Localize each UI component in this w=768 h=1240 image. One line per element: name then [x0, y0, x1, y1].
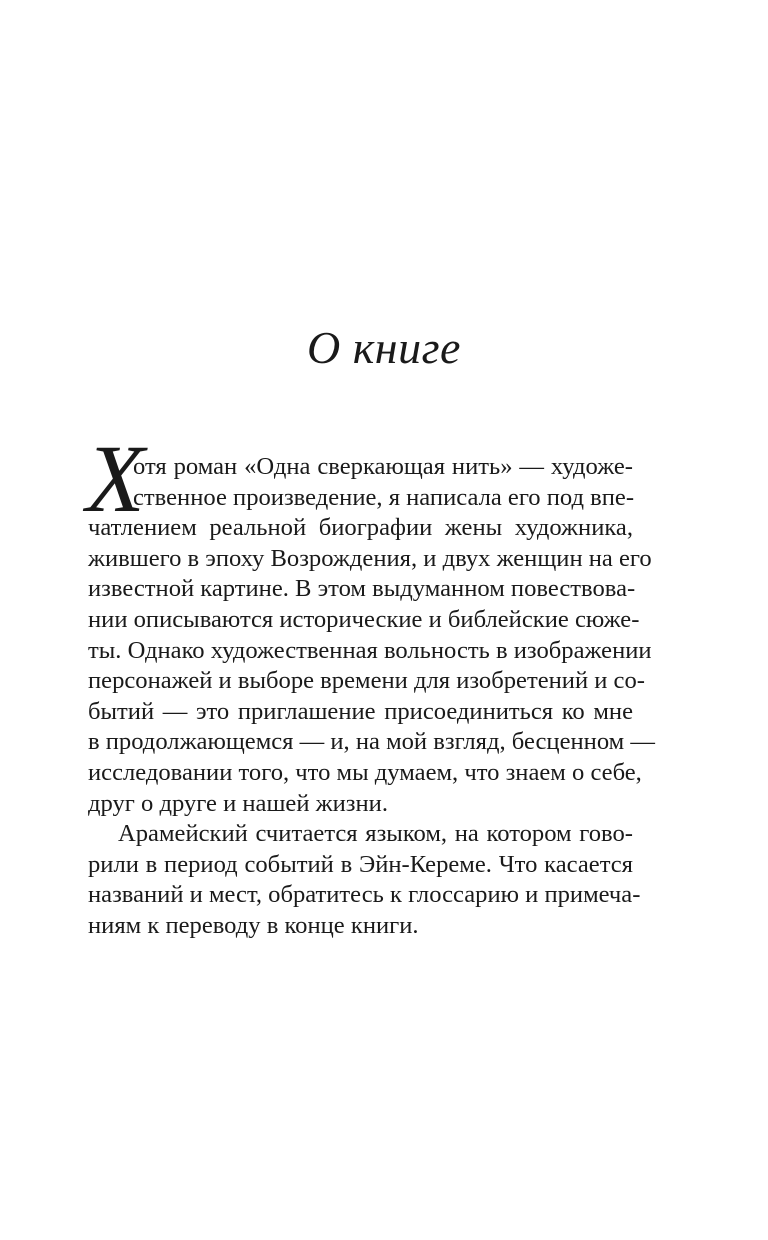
body-text [88, 452, 655, 942]
text-line: персонажей и выборе времени для изобретений и со- [88, 667, 645, 695]
text-line: в продолжающемся — и, на мой взгляд, бесценном — [88, 728, 655, 756]
paragraph-2 [88, 819, 641, 941]
paragraph-1 [88, 452, 655, 819]
text-line: жившего в эпоху Возрождения, и двух женщин на его [88, 544, 652, 572]
text-line: исследовании того, что мы думаем, что знаем о себе, [88, 758, 642, 786]
drop-cap: Х [86, 425, 145, 532]
text-line: известной картине. В этом выдуманном повествова- [88, 575, 636, 603]
text-line: ты. Однако художественная вольность в изображении [88, 636, 652, 664]
text-line: Арамейский считается языком, на котором гово- [118, 820, 633, 848]
text-line: ниям к переводу в конце книги. [88, 911, 419, 939]
text-line: ственное произведение, я написала его под впе- [133, 483, 635, 511]
text-line: отя роман «Одна сверкающая нить» — художе- [133, 453, 633, 480]
text-line: названий и мест, обратитесь к глоссарию и примеча- [88, 881, 641, 909]
chapter-title: О книге [307, 322, 461, 373]
text-line: друг о друге и нашей жизни. [88, 789, 388, 817]
text-line: рили в период событий в Эйн-Кереме. Что касается [88, 850, 633, 878]
text-line: бытий — это приглашение присоединиться ко мне [88, 697, 633, 725]
text-line: чатлением реальной биографии жены художника, [88, 514, 633, 542]
text-line: нии описываются исторические и библейские сюже- [88, 605, 640, 633]
